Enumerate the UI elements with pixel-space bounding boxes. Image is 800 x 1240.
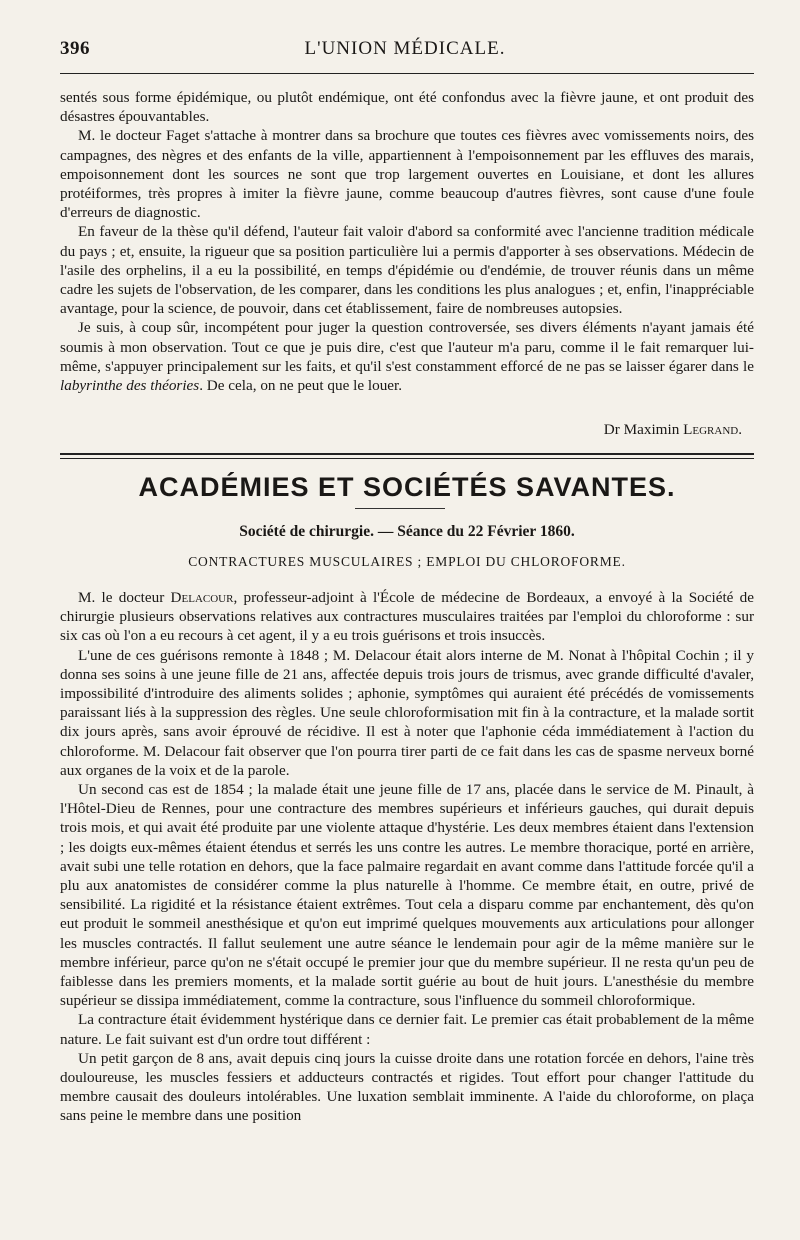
page-number: 396 [60, 38, 90, 59]
paragraph: La contracture était évidemment hystérique dans ce dernier fait. Le premier cas était probablement de la même nature. Le fait suivant est d'un ordre tout différent : [60, 1011, 754, 1048]
paragraph: M. le docteur Faget s'attache à montrer dans sa brochure que toutes ces fièvres avec vomissements noirs, des campagnes, des nègres et des enfants de la ville, appartiennent à l'empoisonnement par les effluves des marais, empoisonnement dont les sources ne sont que trop largement ouvertes en Louisiane, et dont les allures protéiformes, très propres à imiter la fièvre jaune, comme beaucoup d'autres fièvres, sont cause d'une foule d'erreurs de diagnostic. [60, 127, 754, 222]
session-report [60, 588, 754, 1126]
paragraph: L'une de ces guérisons remonte à 1848 ; M. Delacour était alors interne de M. Nonat à l'hôpital Cochin ; il y donna ses soins à une jeune fille de 21 ans, affectée depuis trois jours de trismus, avec grande difficulté d'avaler, impossibilité d'introduire des aliments solides ; aphonie, symptômes qui auraient été précédés de vomissements paraissant liés à la suppression des règles. Une seule chloroformisation mit fin à la contracture, et la malade sortit dix jours après, sans avoir éprouvé de récidive. Il est à noter que l'aphonie céda immédiatement à l'action du chloroforme. M. Delacour fait observer que l'on pourra tirer parti de ce fait dans les cas de spasme nerveux borné aux organes de la voix et de la parole. [60, 646, 754, 779]
title-underline [355, 508, 445, 509]
paragraph: Un petit garçon de 8 ans, avait depuis cinq jours la cuisse droite dans une rotation forcée en dehors, l'aine très douloureuse, les muscles fessiers et adducteurs contractés et rigides. Tout effort pour changer l'attitude du membre causait des douleurs intolérables. Une luxation semblait imminente. A l'aide du chloroforme, on plaça sans peine le membre dans une position [60, 1049, 754, 1125]
society-name: Société de chirurgie. [239, 523, 374, 540]
session-date: — Séance du 22 Février 1860. [373, 523, 575, 540]
signature-name: Legrand. [683, 421, 742, 438]
paragraph-text: M. le docteur [78, 589, 171, 606]
topic-heading: CONTRACTURES MUSCULAIRES ; EMPLOI DU CHLOROFORME. [188, 554, 626, 569]
doctor-name: Delacour [170, 589, 234, 606]
paragraph: En faveur de la thèse qu'il défend, l'auteur fait valoir d'abord sa conformité avec l'ancienne tradition médicale du pays ; et, ensuite, la rigueur que sa position particulière lui a permis d'apporter à ses observations. Médecin de l'asile des orphelins, il a eu la possibilité, en temps d'épidémie ou d'endémie, de trouver réunis dans un même cadre les sujets de l'observation, de les comparer, dans les conditions les plus analogues ; et, enfin, l'inappréciable avantage, pour la science, de pouvoir, dans cet établissement, faire de nombreuses autopsies. [60, 223, 754, 318]
paragraph [60, 318, 754, 395]
italic-phrase: labyrinthe des théories [60, 377, 200, 395]
paragraph-text: Je suis, à coup sûr, incompétent pour juger la question controversée, ses divers éléments n'ayant jamais été soumis à mon observation. Tout ce que je puis dire, c'est que l'auteur m'a paru, comme il le fait remarquer lui-même, s'appuyer principalement sur les faits, et qu'il s'est constamment efforcé de ne pas se laisser égarer dans le [60, 319, 754, 375]
section-divider [60, 453, 754, 459]
signature-prefix: Dr Maximin [603, 421, 680, 438]
paragraph-text: , professeur-adjoint à l'École de médecine de Bordeaux, a envoyé à la Société de chirurgie plusieurs observations relatives aux contractures musculaires traitées par l'emploi du chloroforme : sur six cas où l'on a eu recours à cet agent, il y a eu trois guérisons et trois insuccès. [60, 589, 754, 645]
paragraph [60, 588, 754, 646]
paragraph: sentés sous forme épidémique, ou plutôt endémique, ont été confondus avec la fièvre jaune, et ont produit des désastres épouvantables. [60, 89, 754, 126]
paragraph: Un second cas est de 1854 ; la malade était une jeune fille de 17 ans, placée dans le service de M. Pinault, à l'Hôtel-Dieu de Rennes, pour une contracture des membres supérieurs et inférieurs gauches, qui durait depuis trois mois, et qui avait été produite par une violente attaque d'hystérie. Les deux membres étaient dans l'extension ; les doigts eux-mêmes étaient étendus et serrés les uns contre les autres. Le membre thoracique, porté en arrière, avait subi une telle rotation en dehors, que la face palmaire regardait en avant comme dans l'attitude forcée qu'il a plu aux anatomistes de considérer comme la plus naturelle à l'homme. Ce membre était, en outre, privé de sensibilité. La rigidité et la résistance étaient extrêmes. Tout cela a disparu comme par enchantement, dès qu'on eut produit le sommeil anesthésique et qu'on eut imprimé quelques mouvements aux articulations pour allonger les muscles contractés. Il fallut seulement une autre séance le lendemain pour agir de la même manière sur le membre inférieur, parce qu'on ne s'était occupé le premier jour que du membre supérieur. Il ne resta qu'un peu de faiblesse dans les premiers moments, et la malade sortit guérie au bout de huit jours. L'anesthésie du membre supérieur se dissipa immédiatement, comme la contracture, sous l'influence du sommeil chloroformique. [60, 781, 754, 1010]
header-rule [60, 73, 754, 74]
page-header [60, 38, 750, 64]
author-signature [604, 421, 742, 439]
review-text [60, 88, 754, 395]
session-heading [60, 523, 754, 541]
journal-title: L'UNION MÉDICALE. [304, 38, 506, 59]
section-title: ACADÉMIES ET SOCIÉTÉS SAVANTES. [138, 472, 676, 502]
paragraph-text: . De cela, on ne peut que le louer. [199, 377, 403, 395]
